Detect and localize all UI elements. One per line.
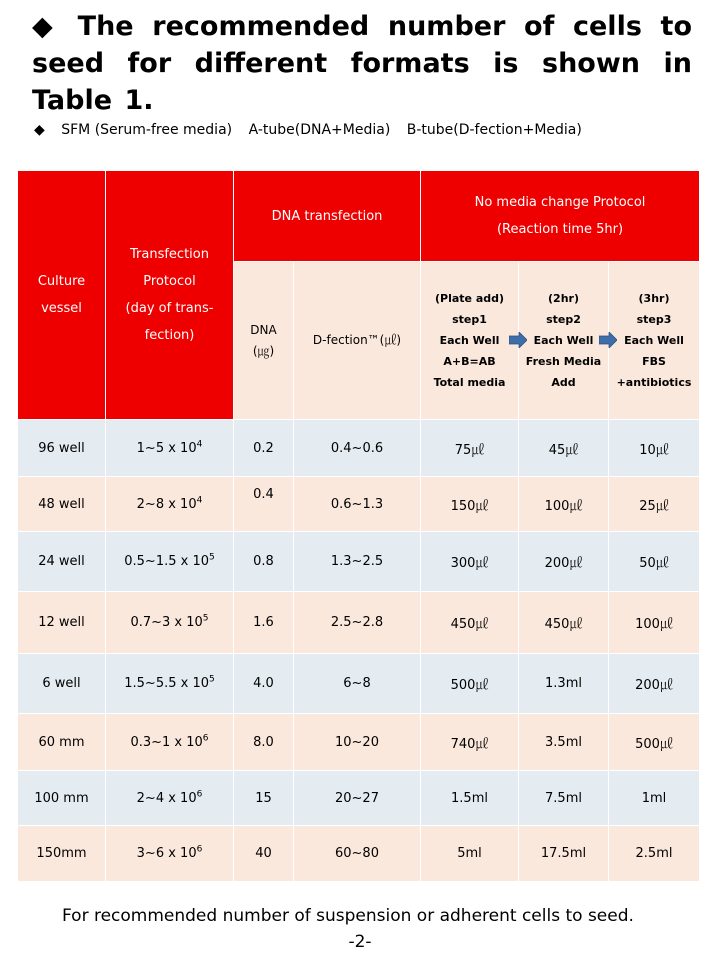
cell-seeding-base: 1~5 x 10: [136, 440, 197, 456]
cell-seeding-exponent: 6: [196, 844, 203, 855]
step1-line4: A+B=AB: [443, 355, 496, 368]
cell-dfection: 2.5~2.8: [294, 592, 421, 654]
cell-step3: 500㎕: [609, 714, 700, 771]
cell-seeding-exponent: 4: [196, 495, 203, 506]
step2-line2: step2: [546, 313, 581, 326]
header-culture-vessel-line1: Culture: [37, 274, 86, 289]
cell-step3: 2.5ml: [609, 826, 700, 882]
step1-line1: (Plate add): [434, 292, 505, 305]
cell-seeding-base: 2~4 x 10: [136, 790, 197, 806]
header-nmc-line1: No media change Protocol: [474, 195, 646, 210]
cell-step3: 100㎕: [609, 592, 700, 654]
cell-step3: 50㎕: [609, 532, 700, 592]
header-dna-line1: DNA: [250, 322, 277, 337]
legend-marker: ◆: [34, 122, 45, 138]
cell-dna: 0.2: [234, 420, 294, 477]
cell-seeding-density: [106, 826, 234, 882]
cell-dna: 1.6: [234, 592, 294, 654]
step2-line4: Fresh Media: [525, 355, 602, 368]
cell-vessel: 150mm: [18, 826, 106, 882]
header-tp-line4: fection): [144, 328, 195, 343]
cell-seeding-base: 0.7~3 x 10: [130, 615, 203, 630]
step3-line5: +antibiotics: [616, 376, 692, 389]
legend-item-a-tube: A-tube(DNA+Media): [248, 122, 391, 138]
header-culture-vessel-line2: vessel: [41, 301, 82, 316]
cell-dna: 4.0: [234, 654, 294, 714]
cell-step2: 1.3ml: [519, 654, 609, 714]
cell-vessel: 48 well: [18, 477, 106, 532]
cell-seeding-base: 0.3~1 x 10: [130, 734, 203, 750]
cell-seeding-base: 0.5~1.5 x 10: [124, 554, 209, 569]
header-dna-unit: (㎍): [252, 343, 275, 358]
cell-step1: 150㎕: [421, 477, 519, 532]
seeding-table: [17, 170, 700, 882]
cell-dfection: 10~20: [294, 714, 421, 771]
header-step2: [519, 262, 609, 420]
cell-seeding-exponent: 6: [202, 733, 209, 744]
header-step1: [421, 262, 519, 420]
cell-seeding-density: [106, 477, 234, 532]
cell-seeding-density: [106, 420, 234, 477]
header-culture-vessel: [18, 171, 106, 420]
cell-seeding-density: [106, 532, 234, 592]
cell-step3: 10㎕: [609, 420, 700, 477]
step1-line3: Each Well: [439, 334, 500, 347]
step3-line1: (3hr): [638, 292, 670, 305]
legend-item-sfm: SFM (Serum-free media): [61, 122, 233, 138]
cell-step2: 45㎕: [519, 420, 609, 477]
cell-step1: 500㎕: [421, 654, 519, 714]
cell-seeding-density: [106, 771, 234, 826]
table-row: [18, 654, 700, 714]
step3-line2: step3: [636, 313, 672, 326]
cell-step1: 740㎕: [421, 714, 519, 771]
cell-step2: 450㎕: [519, 592, 609, 654]
cell-seeding-base: 1.5~5.5 x 10: [124, 676, 209, 691]
header-no-media-change: [421, 171, 700, 262]
header-transfection-protocol: [106, 171, 234, 420]
cell-step3: 200㎕: [609, 654, 700, 714]
cell-step2: 200㎕: [519, 532, 609, 592]
table-row: [18, 771, 700, 826]
table-row: [18, 592, 700, 654]
header-nmc-line2: (Reaction time 5hr): [496, 222, 624, 237]
cell-dna: 40: [234, 826, 294, 882]
cell-dfection: 60~80: [294, 826, 421, 882]
cell-dfection: 0.6~1.3: [294, 477, 421, 532]
cell-step2: 3.5ml: [519, 714, 609, 771]
cell-step3: 25㎕: [609, 477, 700, 532]
cell-seeding-base: 2~8 x 10: [136, 496, 197, 512]
cell-dna: 8.0: [234, 714, 294, 771]
cell-seeding-density: [106, 592, 234, 654]
cell-step1: 1.5ml: [421, 771, 519, 826]
step1-line2: step1: [452, 313, 487, 326]
cell-dfection: 1.3~2.5: [294, 532, 421, 592]
step2-line5: Add: [551, 376, 576, 389]
cell-step2: 17.5ml: [519, 826, 609, 882]
page-number: -2-: [348, 932, 372, 952]
step1-line5: Total media: [433, 376, 506, 389]
cell-step3: 1ml: [609, 771, 700, 826]
cell-dna: 15: [234, 771, 294, 826]
cell-vessel: 24 well: [18, 532, 106, 592]
footer-note: For recommended number of suspension or adherent cells to seed.: [62, 906, 634, 926]
table-row: [18, 477, 700, 532]
header-tp-line1: Transfection: [130, 247, 209, 262]
table-row: [18, 826, 700, 882]
cell-seeding-density: [106, 654, 234, 714]
page-title: ◆ The recommended number of cells to seed for different formats is shown in Table 1.: [32, 11, 692, 116]
cell-step1: 450㎕: [421, 592, 519, 654]
header-tp-line3: (day of trans-: [125, 301, 214, 316]
cell-seeding-exponent: 6: [196, 789, 203, 800]
cell-seeding-exponent: 5: [202, 613, 209, 624]
header-dfection: D-fection™(㎕): [294, 262, 421, 420]
cell-step2: 100㎕: [519, 477, 609, 532]
cell-vessel: 6 well: [18, 654, 106, 714]
header-dna-transfection: DNA transfection: [234, 171, 421, 262]
cell-step2: 7.5ml: [519, 771, 609, 826]
step2-line1: (2hr): [548, 292, 579, 305]
step3-line3: Each Well: [624, 334, 684, 347]
header-dna: [234, 262, 294, 420]
cell-seeding-exponent: 5: [209, 552, 215, 563]
legend-item-b-tube: B-tube(D-fection+Media): [406, 122, 582, 138]
table-row: [18, 420, 700, 477]
cell-dna: 0.8: [234, 532, 294, 592]
cell-vessel: 12 well: [18, 592, 106, 654]
cell-vessel: 60 mm: [18, 714, 106, 771]
cell-dna: 0.4: [234, 477, 294, 532]
cell-vessel: 96 well: [18, 420, 106, 477]
cell-seeding-exponent: 4: [196, 439, 203, 450]
cell-seeding-exponent: 5: [209, 674, 215, 685]
legend-line: [34, 122, 714, 138]
cell-seeding-density: [106, 714, 234, 771]
table-row: [18, 714, 700, 771]
arrow-right-icon: [509, 332, 527, 348]
cell-dfection: 20~27: [294, 771, 421, 826]
step3-line4: FBS: [642, 355, 666, 368]
cell-vessel: 100 mm: [18, 771, 106, 826]
header-tp-line2: Protocol: [143, 274, 196, 289]
arrow-right-icon: [599, 332, 617, 348]
cell-step1: 5ml: [421, 826, 519, 882]
cell-step1: 300㎕: [421, 532, 519, 592]
header-step3: [609, 262, 700, 420]
cell-step1: 75㎕: [421, 420, 519, 477]
cell-dfection: 0.4~0.6: [294, 420, 421, 477]
cell-seeding-base: 3~6 x 10: [136, 846, 197, 861]
table-row: [18, 532, 700, 592]
cell-dfection: 6~8: [294, 654, 421, 714]
step2-line3: Each Well: [533, 334, 594, 347]
